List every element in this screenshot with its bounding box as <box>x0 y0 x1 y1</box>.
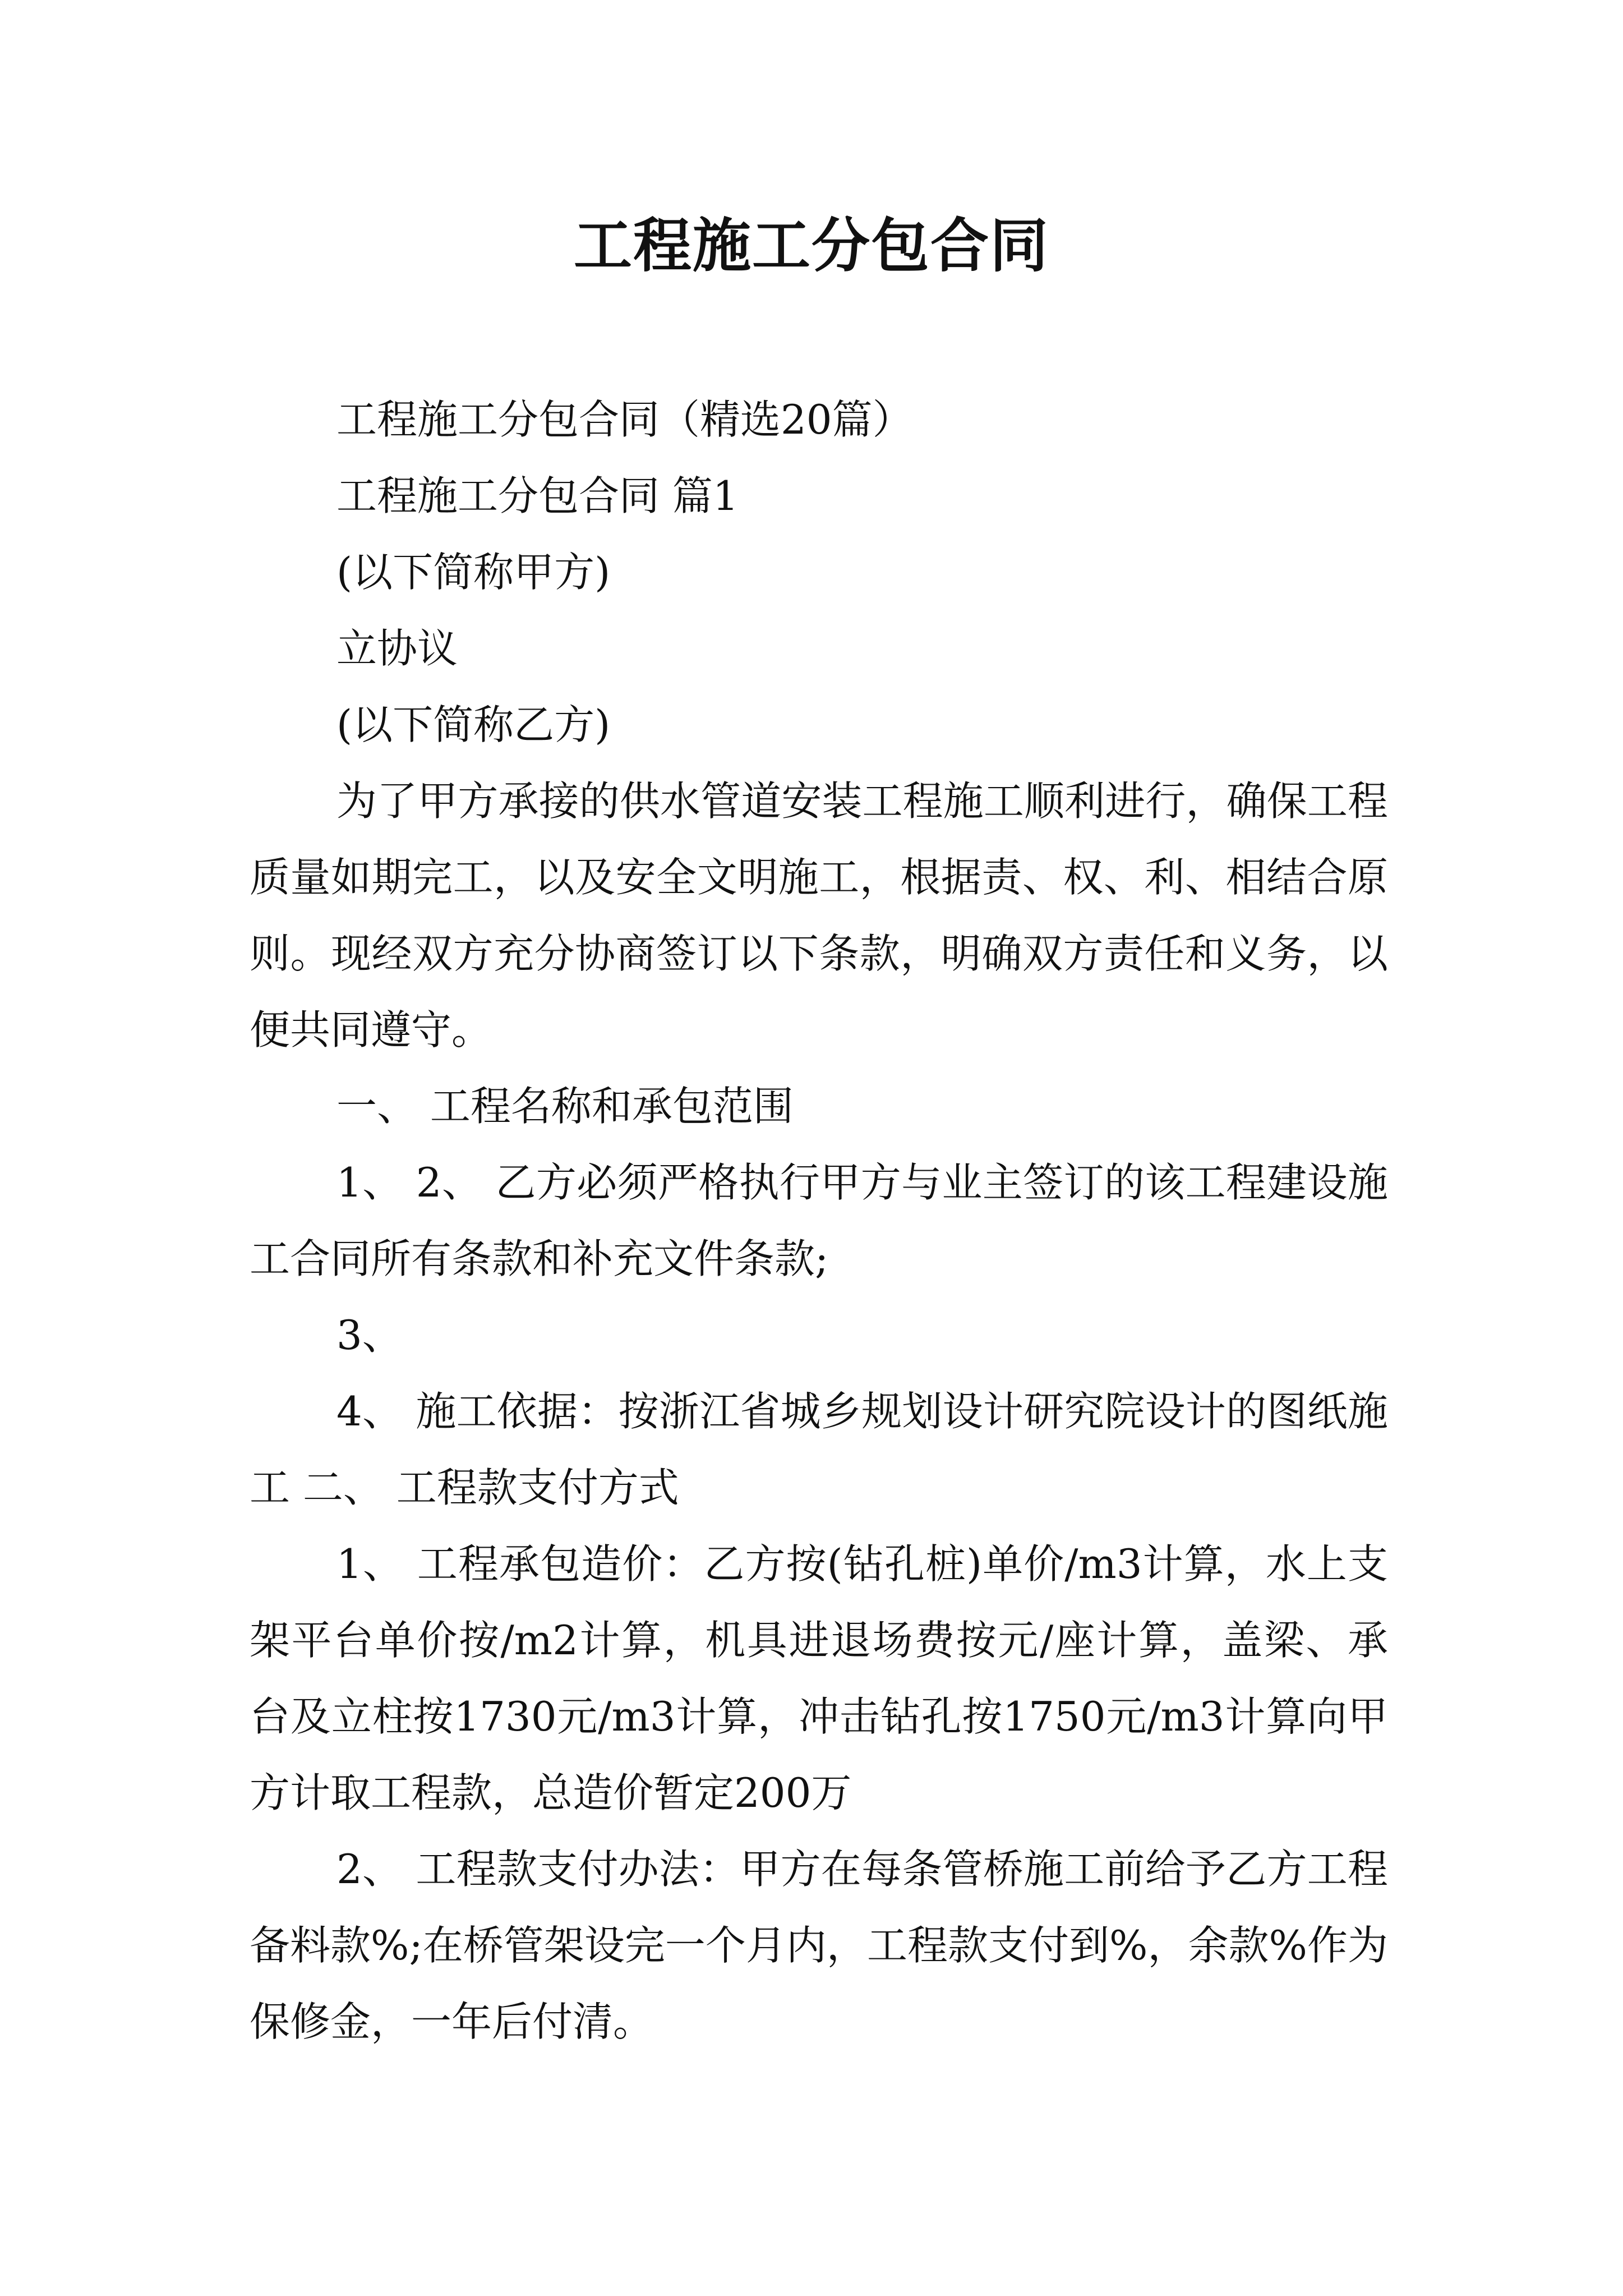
document-body <box>250 381 1388 2060</box>
paragraph-agreement: 立协议 <box>336 625 458 672</box>
paragraph-clause-1-item-4: 4、 施工依据：按浙江省城乡规划设计研究院设计的图纸施工 二、 工程款支付方式 <box>250 1388 1388 1511</box>
document-title: 工程施工分包合同 <box>573 211 1049 280</box>
paragraph-clause-1-item-3: 3、 <box>336 1312 403 1359</box>
paragraph-clause-1-item-2: 1、 2、 乙方必须严格执行甲方与业主签订的该工程建设施工合同所有条款和补充文件条款; <box>250 1159 1388 1282</box>
paragraph-clause-1-heading: 一、 工程名称和承包范围 <box>336 1083 794 1130</box>
paragraph-preamble: 为了甲方承接的供水管道安装工程施工顺利进行，确保工程质量如期完工，以及安全文明施工，根据责、权、利、相结合原则。现经双方充分协商签订以下条款，明确双方责任和义务，以便共同遵守。 <box>250 777 1388 1053</box>
paragraph-clause-2-item-1: 1、 工程承包造价：乙方按(钻孔桩)单价/m3计算，水上支架平台单价按/m2计算，机具进退场费按元/座计算，盖梁、承台及立柱按1730元/m3计算，冲击钻孔按1750元/m3计算向甲方计取工程款，总造价暂定200万 <box>250 1540 1388 1816</box>
paragraph-party-a: (以下简称甲方) <box>336 549 611 596</box>
paragraph-subtitle: 工程施工分包合同（精选20篇） <box>336 396 913 443</box>
paragraph-party-b: (以下简称乙方) <box>336 701 611 748</box>
paragraph-section-heading: 工程施工分包合同 篇1 <box>336 472 739 519</box>
paragraph-clause-2-item-2: 2、 工程款支付办法：甲方在每条管桥施工前给予乙方工程备料款%;在桥管架设完一个月内，工程款支付到%，余款%作为保修金，一年后付清。 <box>250 1846 1388 2045</box>
